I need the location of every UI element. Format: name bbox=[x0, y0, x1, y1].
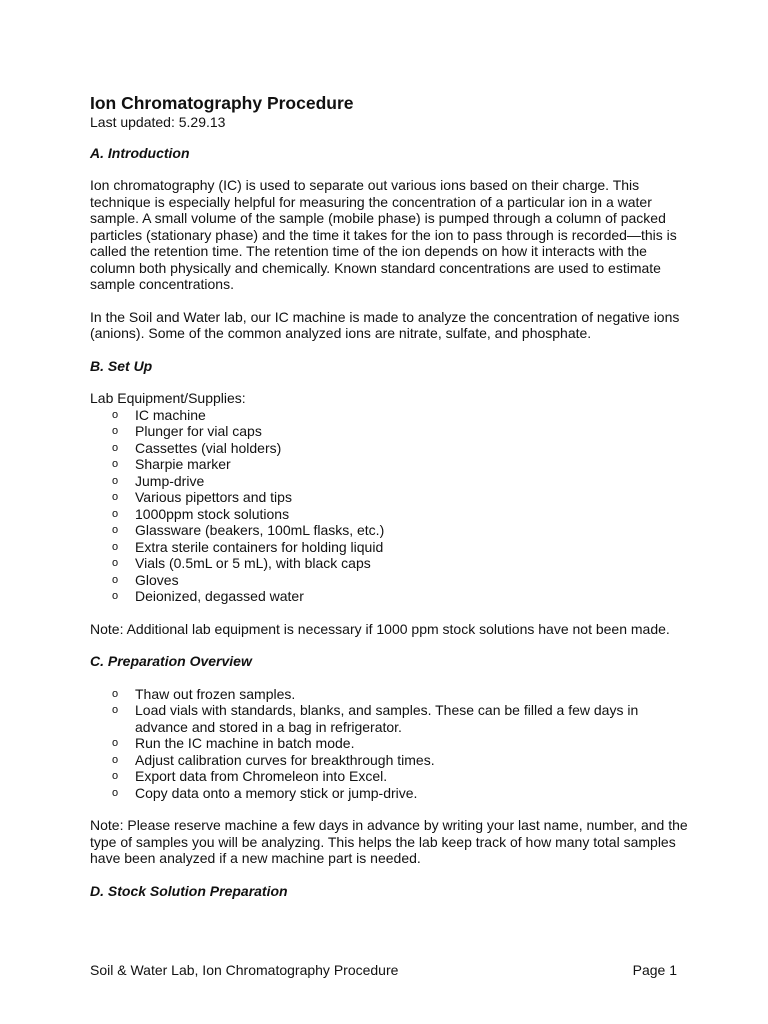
list-item: o Extra sterile containers for holding liquid bbox=[112, 538, 384, 555]
list-item: o Export data from Chromeleon into Excel. bbox=[112, 768, 388, 784]
bullet-icon: o bbox=[112, 491, 119, 503]
bullet-icon: o bbox=[112, 687, 119, 700]
equipment-list-label: Lab Equipment/Supplies: bbox=[90, 390, 246, 406]
list-item: o 1000ppm stock solutions bbox=[112, 505, 290, 522]
footer-document-title: Soil & Water Lab, Ion Chromatography Procedure bbox=[90, 962, 399, 978]
list-item: o IC machine bbox=[112, 406, 206, 423]
section-heading-setup: B. Set Up bbox=[90, 357, 153, 374]
list-item: o Vials (0.5mL or 5 mL), with black caps bbox=[112, 555, 371, 571]
bullet-icon: o bbox=[112, 458, 119, 470]
bullet-icon: o bbox=[112, 770, 119, 782]
list-item: o Load vials with standards, blanks, and samples. These can be filled a few days in advance and stored in a bag in refrigerator. bbox=[112, 702, 639, 735]
document-title: Ion Chromatography Procedure bbox=[90, 93, 354, 113]
bullet-icon: o bbox=[112, 704, 119, 716]
bullet-icon: o bbox=[112, 590, 119, 602]
intro-paragraph-1: Ion chromatography (IC) is used to separate out various ions based on their charge. This technique is especially helpful for measuring the concentration of a particular ion in a water sample. A small volume of the sample (mobile phase) is pumped through a column of packed particles (stationary phase) and the time it takes for the ion to pass through is recorded—this is called the retention time. The retention time of the ion depends on how it interacts with the column both physically and chemically. Known standard concentrations are used to estimate sample concentrations. bbox=[90, 177, 677, 292]
list-item: o Jump-drive bbox=[112, 472, 205, 489]
last-updated: Last updated: 5.29.13 bbox=[90, 114, 226, 130]
bullet-icon: o bbox=[112, 786, 119, 799]
list-item: o Gloves bbox=[112, 571, 179, 588]
bullet-icon: o bbox=[112, 540, 119, 553]
preparation-list bbox=[90, 686, 690, 802]
bullet-icon: o bbox=[112, 408, 119, 421]
list-item: o Plunger for vial caps bbox=[112, 423, 262, 439]
list-item: o Deionized, degassed water bbox=[112, 588, 304, 604]
list-item: o Adjust calibration curves for breakthrough times. bbox=[112, 751, 435, 768]
bullet-icon: o bbox=[112, 474, 119, 487]
bullet-icon: o bbox=[112, 524, 119, 536]
list-item: o Cassettes (vial holders) bbox=[112, 439, 282, 456]
list-item: o Thaw out frozen samples. bbox=[112, 685, 296, 702]
footer-page-number: Page 1 bbox=[632, 962, 677, 978]
bullet-icon: o bbox=[112, 737, 119, 749]
equipment-list bbox=[90, 407, 690, 605]
list-item: o Various pipettors and tips bbox=[112, 489, 292, 505]
section-heading-stock-solution: D. Stock Solution Preparation bbox=[90, 882, 288, 899]
bullet-icon: o bbox=[112, 507, 119, 520]
bullet-icon: o bbox=[112, 425, 119, 437]
list-item: o Glassware (beakers, 100mL flasks, etc.) bbox=[112, 522, 385, 538]
intro-paragraph-2: In the Soil and Water lab, our IC machine is made to analyze the concentration of negative ions (anions). Some of the common analyzed ions are nitrate, sulfate, and phosphate. bbox=[90, 308, 680, 341]
list-item: o Run the IC machine in batch mode. bbox=[112, 735, 355, 751]
bullet-icon: o bbox=[112, 753, 119, 766]
bullet-icon: o bbox=[112, 573, 119, 586]
section-heading-introduction: A. Introduction bbox=[90, 144, 190, 161]
bullet-icon: o bbox=[112, 441, 119, 454]
section-heading-preparation-overview: C. Preparation Overview bbox=[90, 653, 252, 669]
preparation-note: Note: Please reserve machine a few days in advance by writing your last name, number, and the type of samples you will be analyzing. This helps the lab keep track of how many total samples have been analyzed if a new machine part is needed. bbox=[90, 817, 688, 866]
list-item: o Copy data onto a memory stick or jump-drive. bbox=[112, 784, 418, 801]
list-item: o Sharpie marker bbox=[112, 456, 231, 472]
setup-note: Note: Additional lab equipment is necessary if 1000 ppm stock solutions have not been made. bbox=[90, 620, 670, 637]
document-body bbox=[90, 92, 690, 915]
bullet-icon: o bbox=[112, 557, 119, 569]
